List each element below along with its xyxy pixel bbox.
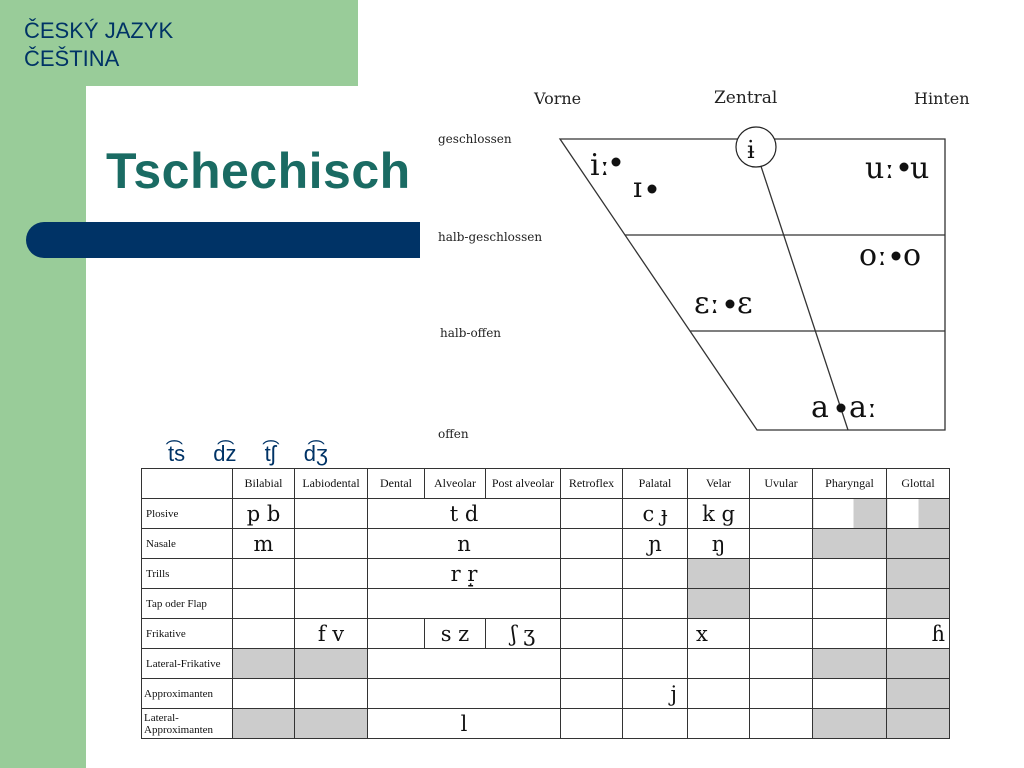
header-line-2: ČEŠTINA — [24, 46, 120, 71]
vowel-row-open-mid: halb-offen — [440, 326, 502, 340]
col-header: Palatal — [623, 469, 688, 499]
cell-approximant-palatal: j — [623, 679, 688, 709]
vowel-front-open-mid-long: ɛː — [694, 286, 720, 321]
impossible-cell — [813, 649, 887, 679]
row-header: Nasale — [142, 529, 233, 559]
affricate-dz: d͡z — [213, 441, 237, 466]
empty-cell — [623, 589, 688, 619]
cell-nasal-velar: ŋ — [688, 529, 750, 559]
empty-cell — [295, 589, 368, 619]
cell-fricative-velar: x — [688, 619, 750, 649]
vowel-dot — [612, 158, 621, 167]
empty-cell — [623, 559, 688, 589]
impossible-cell — [295, 649, 368, 679]
empty-cell — [233, 589, 295, 619]
impossible-cell — [887, 529, 950, 559]
vowel-back-close: u — [910, 151, 930, 186]
table-row — [142, 559, 950, 589]
row-header: Lateral-Approximanten — [142, 709, 233, 739]
cell-plosive-glottal — [887, 499, 950, 529]
empty-cell — [368, 589, 561, 619]
affricate-ts: t͡s — [168, 441, 186, 466]
empty-cell — [623, 709, 688, 739]
slide-title: Tschechisch — [106, 143, 411, 199]
header-line-1: ČESKÝ JAZYK — [24, 18, 174, 43]
cell-fricative-postalveolar: ʃ ʒ — [486, 619, 561, 649]
cell-plosive-alveolar: t d — [368, 499, 561, 529]
cell-plosive-palatal: c ɟ — [623, 499, 688, 529]
vowel-central-close: ɨ — [747, 136, 755, 164]
empty-cell — [561, 499, 623, 529]
empty-cell — [295, 529, 368, 559]
empty-cell — [750, 709, 813, 739]
col-header: Velar — [688, 469, 750, 499]
col-header: Bilabial — [233, 469, 295, 499]
cell-plosive-pharyngal — [813, 499, 887, 529]
impossible-cell — [688, 589, 750, 619]
vowel-col-central: Zentral — [714, 88, 778, 108]
impossible-cell — [887, 709, 950, 739]
empty-cell — [561, 649, 623, 679]
empty-cell — [750, 649, 813, 679]
col-header: Dental — [368, 469, 425, 499]
empty-cell — [561, 709, 623, 739]
empty-cell — [561, 679, 623, 709]
vowel-col-back: Hinten — [914, 89, 970, 108]
empty-cell — [750, 619, 813, 649]
affricate-tsh: t͡ʃ — [264, 441, 276, 466]
vowel-dot — [900, 163, 909, 172]
central-vowel-circle — [736, 127, 776, 167]
affricates-line — [168, 441, 350, 467]
impossible-cell — [233, 649, 295, 679]
cell-nasal-bilabial: m — [233, 529, 295, 559]
vowel-dot — [892, 252, 901, 261]
empty-cell — [561, 619, 623, 649]
cell-trill-alveolar: r r̝ — [368, 559, 561, 589]
vowel-front-near-close: ɪ — [633, 171, 642, 204]
empty-cell — [295, 499, 368, 529]
empty-cell — [813, 679, 887, 709]
table-row — [142, 679, 950, 709]
table-header-row — [142, 469, 950, 499]
empty-cell — [750, 499, 813, 529]
empty-cell — [688, 649, 750, 679]
affricate-dzh: d͡ʒ — [303, 441, 328, 466]
impossible-cell — [813, 529, 887, 559]
col-header: Glottal — [887, 469, 950, 499]
row-header: Approximanten — [142, 679, 233, 709]
row-header: Frikative — [142, 619, 233, 649]
cell-nasal-alveolar: n — [368, 529, 561, 559]
empty-cell — [233, 679, 295, 709]
cell-fricative-labiodental: f v — [295, 619, 368, 649]
empty-cell — [750, 589, 813, 619]
table-row — [142, 709, 950, 739]
vowel-back-close-mid: o — [903, 238, 922, 273]
empty-cell — [295, 679, 368, 709]
row-header: Plosive — [142, 499, 233, 529]
empty-cell — [561, 559, 623, 589]
cell-plosive-velar: k g — [688, 499, 750, 529]
empty-cell — [233, 619, 295, 649]
empty-cell — [623, 649, 688, 679]
impossible-cell — [295, 709, 368, 739]
vowel-open-long: aː — [849, 390, 877, 425]
vowel-back-close-long: uː — [865, 151, 895, 186]
vowel-front-open-mid: ɛ — [737, 286, 753, 321]
col-header: Retroflex — [561, 469, 623, 499]
vowel-col-front: Vorne — [534, 89, 582, 108]
vowel-dot — [726, 300, 735, 309]
impossible-cell — [813, 709, 887, 739]
empty-cell — [561, 529, 623, 559]
empty-cell — [623, 619, 688, 649]
col-header: Uvular — [750, 469, 813, 499]
vowel-open: a — [811, 390, 829, 425]
empty-cell — [750, 559, 813, 589]
impossible-cell — [233, 709, 295, 739]
col-header: Post alveolar — [486, 469, 561, 499]
vowel-front-close-long: iː — [590, 148, 610, 183]
cell-fricative-alveolar: s z — [425, 619, 486, 649]
table-row — [142, 619, 950, 649]
impossible-cell — [887, 559, 950, 589]
impossible-cell — [688, 559, 750, 589]
empty-cell — [688, 709, 750, 739]
table-corner — [142, 469, 233, 499]
empty-cell — [233, 559, 295, 589]
vowel-back-close-mid-long: oː — [859, 238, 888, 273]
cell-lateral-approximant-alveolar: l — [368, 709, 561, 739]
vowel-dot — [648, 185, 657, 194]
vowel-dot — [837, 404, 846, 413]
empty-cell — [750, 679, 813, 709]
vowel-row-open: offen — [438, 427, 469, 441]
row-header: Lateral-Frikative — [142, 649, 233, 679]
empty-cell — [813, 559, 887, 589]
empty-cell — [368, 679, 561, 709]
empty-cell — [295, 559, 368, 589]
col-header: Alveolar — [425, 469, 486, 499]
empty-cell — [750, 529, 813, 559]
empty-cell — [368, 649, 561, 679]
empty-cell — [561, 589, 623, 619]
consonant-table — [141, 468, 950, 739]
cell-plosive-bilabial: p b — [233, 499, 295, 529]
vowel-row-close-mid: halb-geschlossen — [438, 230, 543, 244]
col-header: Labiodental — [295, 469, 368, 499]
vowel-row-close: geschlossen — [438, 132, 512, 146]
col-header: Pharyngal — [813, 469, 887, 499]
row-header: Trills — [142, 559, 233, 589]
empty-cell — [813, 589, 887, 619]
row-header: Tap oder Flap — [142, 589, 233, 619]
empty-cell — [688, 679, 750, 709]
table-row — [142, 589, 950, 619]
table-row — [142, 529, 950, 559]
cell-fricative-glottal: ɦ — [887, 619, 950, 649]
empty-cell — [368, 619, 425, 649]
empty-cell — [813, 619, 887, 649]
table-row — [142, 649, 950, 679]
impossible-cell — [887, 649, 950, 679]
impossible-cell — [887, 589, 950, 619]
table-row — [142, 499, 950, 529]
cell-nasal-palatal: ɲ — [623, 529, 688, 559]
impossible-cell — [887, 679, 950, 709]
